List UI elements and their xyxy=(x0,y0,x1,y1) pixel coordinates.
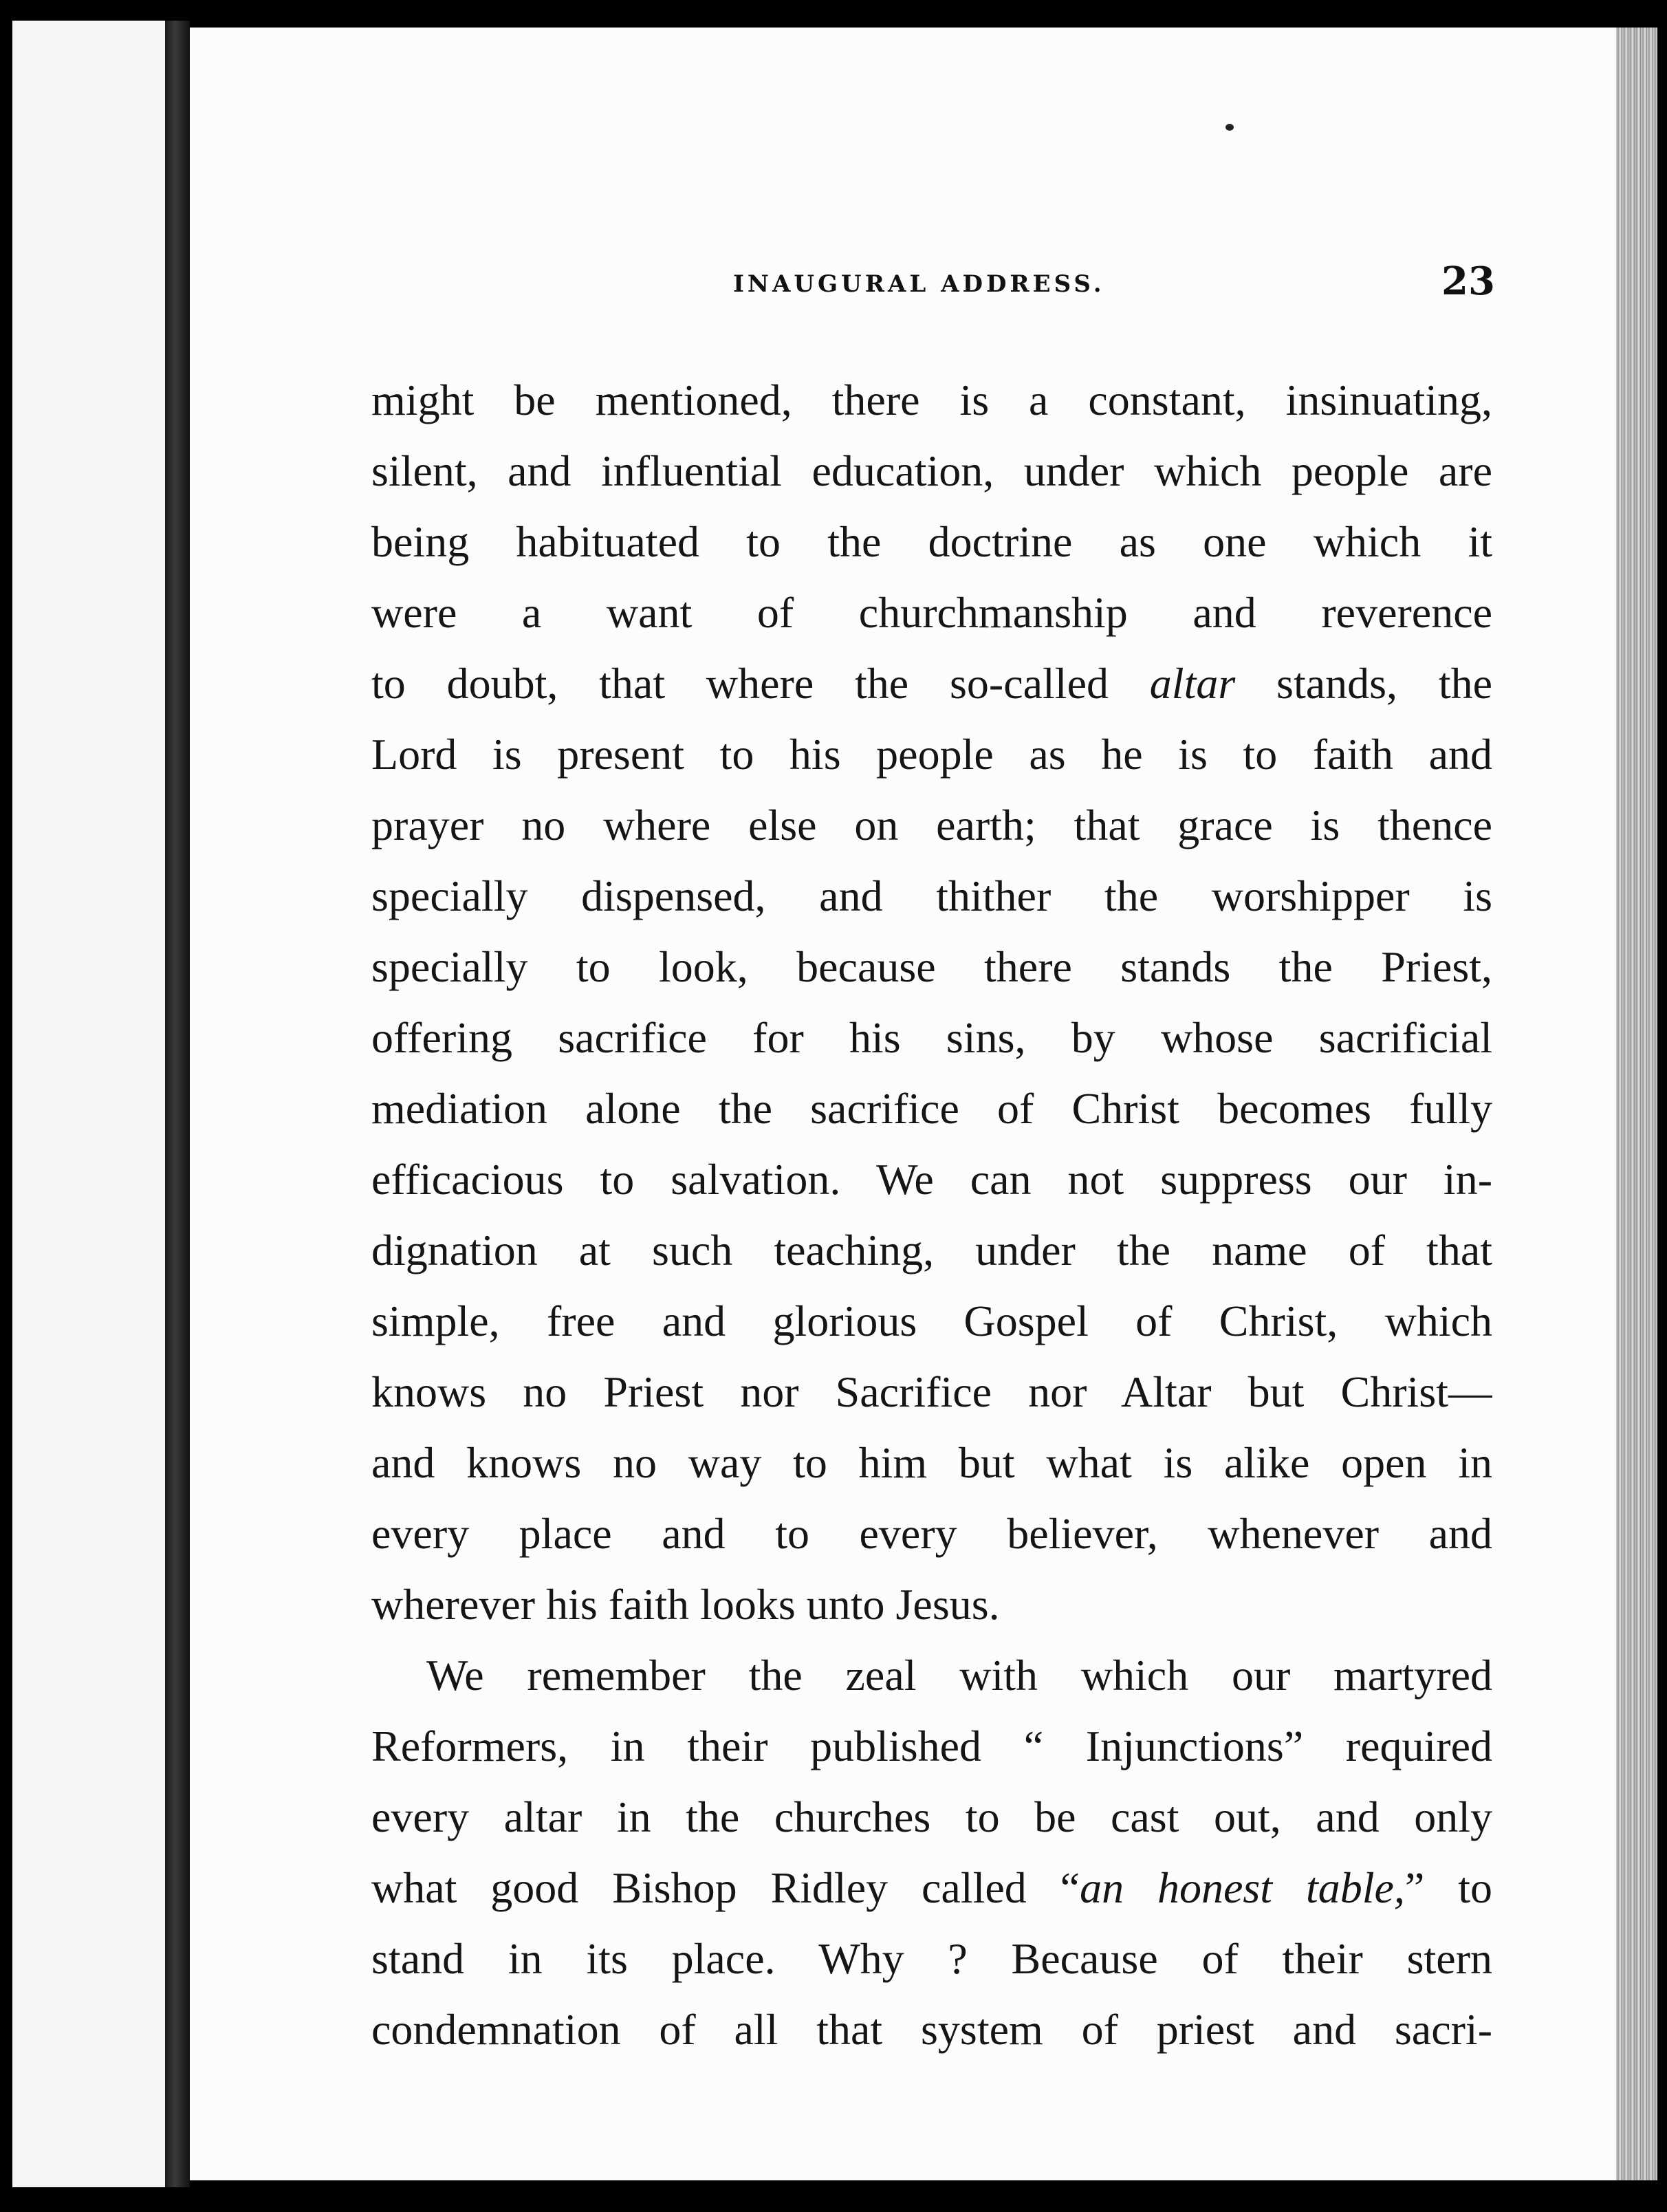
text-line: were a want of churchmanship and reverence xyxy=(371,588,1492,637)
print-speck xyxy=(1225,124,1234,131)
text-line: dignation at such teaching, under the name of that xyxy=(371,1226,1492,1275)
running-title: INAUGURAL ADDRESS. xyxy=(733,270,1105,298)
page-number: 23 xyxy=(1441,259,1495,304)
text-segment: stands, the xyxy=(1235,659,1492,708)
text-line: every place and to every believer, whenever and xyxy=(371,1509,1492,1558)
text-line: might be mentioned, there is a constant, insinuating, xyxy=(371,376,1492,424)
text-segment: what good Bishop Ridley called “ xyxy=(371,1863,1080,1912)
text-line: efficacious to salvation. We can not suppress our in- xyxy=(371,1155,1492,1204)
text-line: silent, and influential education, under which people are xyxy=(371,446,1492,495)
text-line: specially dispensed, and thither the worshipper is xyxy=(371,871,1492,920)
text-line: prayer no where else on earth; that grace is thence xyxy=(371,801,1492,849)
text-line: Lord is present to his people as he is to faith and xyxy=(371,730,1492,779)
facing-page-edge xyxy=(12,21,172,2187)
body-text xyxy=(371,365,1492,2065)
running-head xyxy=(190,260,1496,308)
paragraph-end-line: wherever his faith looks unto Jesus. xyxy=(371,1580,1000,1629)
text-line xyxy=(371,1852,1492,1923)
text-line: knows no Priest nor Sacrifice nor Altar but Christ— xyxy=(371,1367,1492,1416)
text-segment: to doubt, that where the so-called xyxy=(371,659,1150,708)
text-line xyxy=(371,648,1492,719)
paragraph-start-line: We remember the zeal with which our martyred xyxy=(426,1651,1492,1700)
italic-phrase: an honest table, xyxy=(1080,1863,1405,1912)
text-line: mediation alone the sacrifice of Christ becomes fully xyxy=(371,1084,1492,1133)
page-stack-edge xyxy=(1616,28,1657,2180)
text-line: offering sacrifice for his sins, by whose sacrificial xyxy=(371,1013,1492,1062)
text-line: specially to look, because there stands the Priest, xyxy=(371,942,1492,991)
text-line: every altar in the churches to be cast out, and only xyxy=(371,1792,1492,1841)
text-line: stand in its place. Why ? Because of their stern xyxy=(371,1934,1492,1983)
text-segment: ” to xyxy=(1404,1863,1492,1912)
text-line: Reformers, in their published “ Injunctions” required xyxy=(371,1722,1492,1770)
book-spine xyxy=(165,21,190,2187)
text-line: condemnation of all that system of priest and sacri- xyxy=(371,2005,1492,2054)
italic-word: altar xyxy=(1149,659,1236,708)
text-line: and knows no way to him but what is alike open in xyxy=(371,1438,1492,1487)
text-line: simple, free and glorious Gospel of Christ, which xyxy=(371,1297,1492,1345)
text-line: being habituated to the doctrine as one which it xyxy=(371,517,1492,566)
